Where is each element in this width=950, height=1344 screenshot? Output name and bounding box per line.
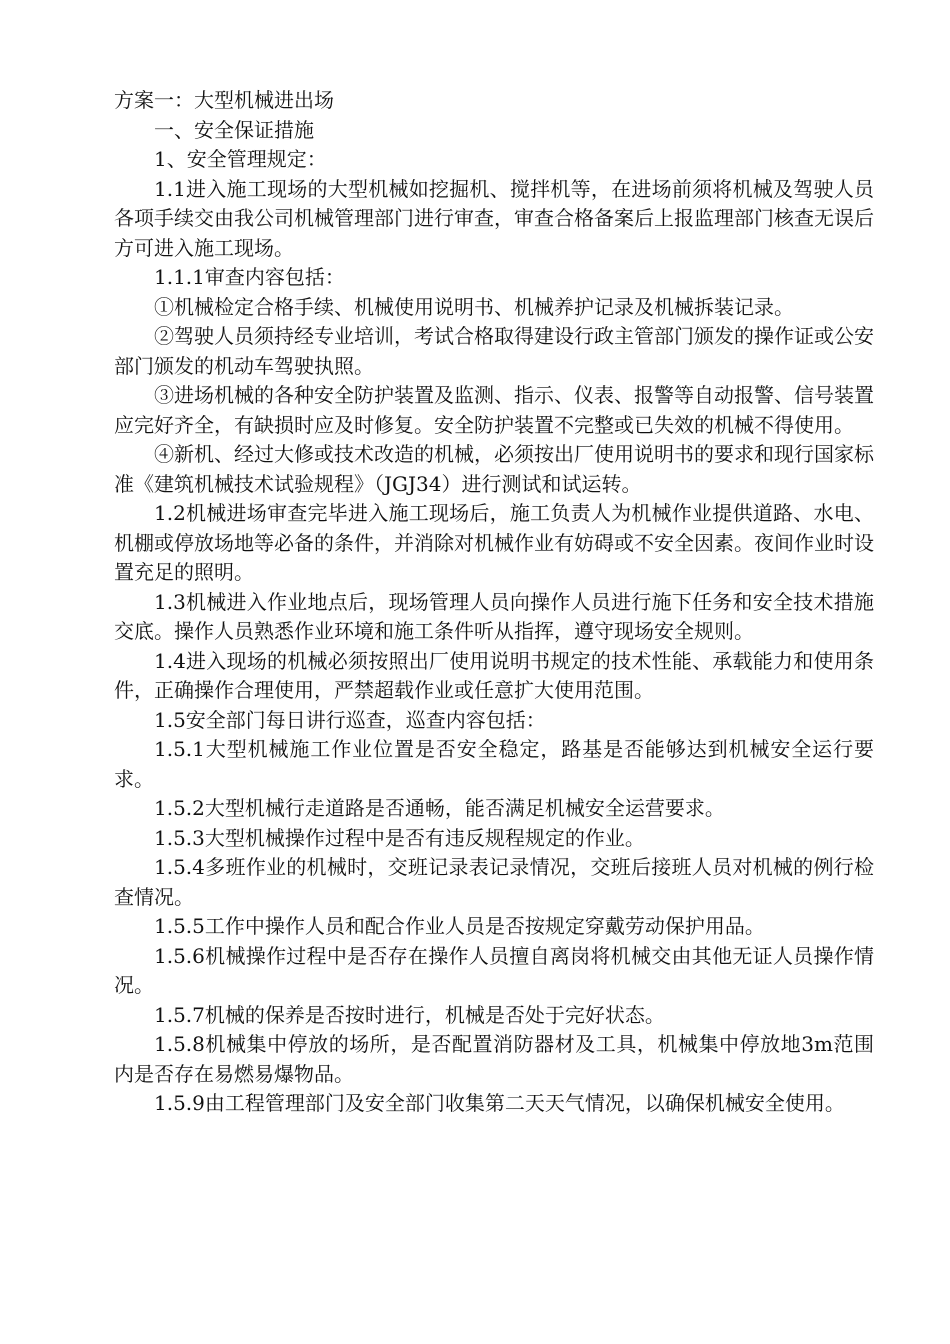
paragraph-1-5-5: 1.5.5工作中操作人员和配合作业人员是否按规定穿戴劳动保护用品。 (154, 914, 765, 938)
paragraph-1-5-9: 1.5.9由工程管理部门及安全部门收集第二天天气情况，以确保机械安全使用。 (154, 1091, 845, 1115)
section-heading: 一、安全保证措施 (154, 117, 314, 142)
paragraph-1-1: 1.1进入施工现场的大型机械如挖掘机、搅拌机等，在进场前须将机械及驾驶人员各项手续交由我公司机械管理部门进行审查，审查合格备案后上报监理部门核查无误后方可进入施工现场。 (114, 176, 874, 260)
paragraph-1-5-2: 1.5.2大型机械行走道路是否通畅，能否满足机械安全运营要求。 (154, 796, 725, 820)
paragraph-1-4: 1.4进入现场的机械必须按照出厂使用说明书规定的技术性能、承载能力和使用条件，正确操作合理使用，严禁超载作业或任意扩大使用范围。 (114, 648, 874, 702)
paragraph-1-5-7: 1.5.7机械的保养是否按时进行，机械是否处于完好状态。 (154, 1002, 665, 1027)
paragraph-1-5-4: 1.5.4多班作业的机械时，交班记录表记录情况，交班后接班人员对机械的例行检查情况。 (114, 855, 874, 909)
paragraph-1-5-8: 1.5.8机械集中停放的场所，是否配置消防器材及工具，机械集中停放地3m范围内是否存在易燃易爆物品。 (114, 1032, 874, 1086)
subsection-heading: 1、安全管理规定： (154, 147, 327, 171)
paragraph-item-3: ③进场机械的各种安全防护装置及监测、指示、仪表、报警等自动报警、信号装置应完好齐全，有缺损时应及时修复。安全防护装置不完整或已失效的机械不得使用。 (114, 383, 874, 437)
paragraph-1-1-1: 1.1.1审查内容包括： (154, 265, 345, 289)
document-title: 方案一：大型机械进出场 (114, 88, 334, 112)
document-body (114, 86, 874, 1119)
paragraph-item-2: ②驾驶人员须持经专业培训，考试合格取得建设行政主管部门颁发的操作证或公安部门颁发的机动车驾驶执照。 (114, 324, 874, 378)
paragraph-1-5-3: 1.5.3大型机械操作过程中是否有违反规程规定的作业。 (154, 825, 645, 850)
paragraph-1-5-1: 1.5.1大型机械施工作业位置是否安全稳定，路基是否能够达到机械安全运行要求。 (114, 737, 874, 791)
paragraph-1-2: 1.2机械进场审查完毕进入施工现场后，施工负责人为机械作业提供道路、水电、机棚或停放场地等必备的条件，并消除对机械作业有妨碍或不安全因素。夜间作业时设置充足的照明。 (114, 501, 874, 584)
paragraph-item-4: ④新机、经过大修或技术改造的机械，必须按出厂使用说明书的要求和现行国家标准《建筑机械技术试验规程》（JGJ34）进行测试和试运转。 (114, 442, 874, 496)
paragraph-1-5-6: 1.5.6机械操作过程中是否存在操作人员擅自离岗将机械交由其他无证人员操作情况。 (114, 943, 874, 997)
paragraph-1-3: 1.3机械进入作业地点后，现场管理人员向操作人员进行施下任务和安全技术措施交底。操作人员熟悉作业环境和施工条件听从指挥，遵守现场安全规则。 (114, 589, 874, 643)
paragraph-item-1: ①机械检定合格手续、机械使用说明书、机械养护记录及机械拆装记录。 (154, 294, 794, 319)
paragraph-1-5: 1.5安全部门每日讲行巡查，巡查内容包括： (154, 707, 546, 732)
